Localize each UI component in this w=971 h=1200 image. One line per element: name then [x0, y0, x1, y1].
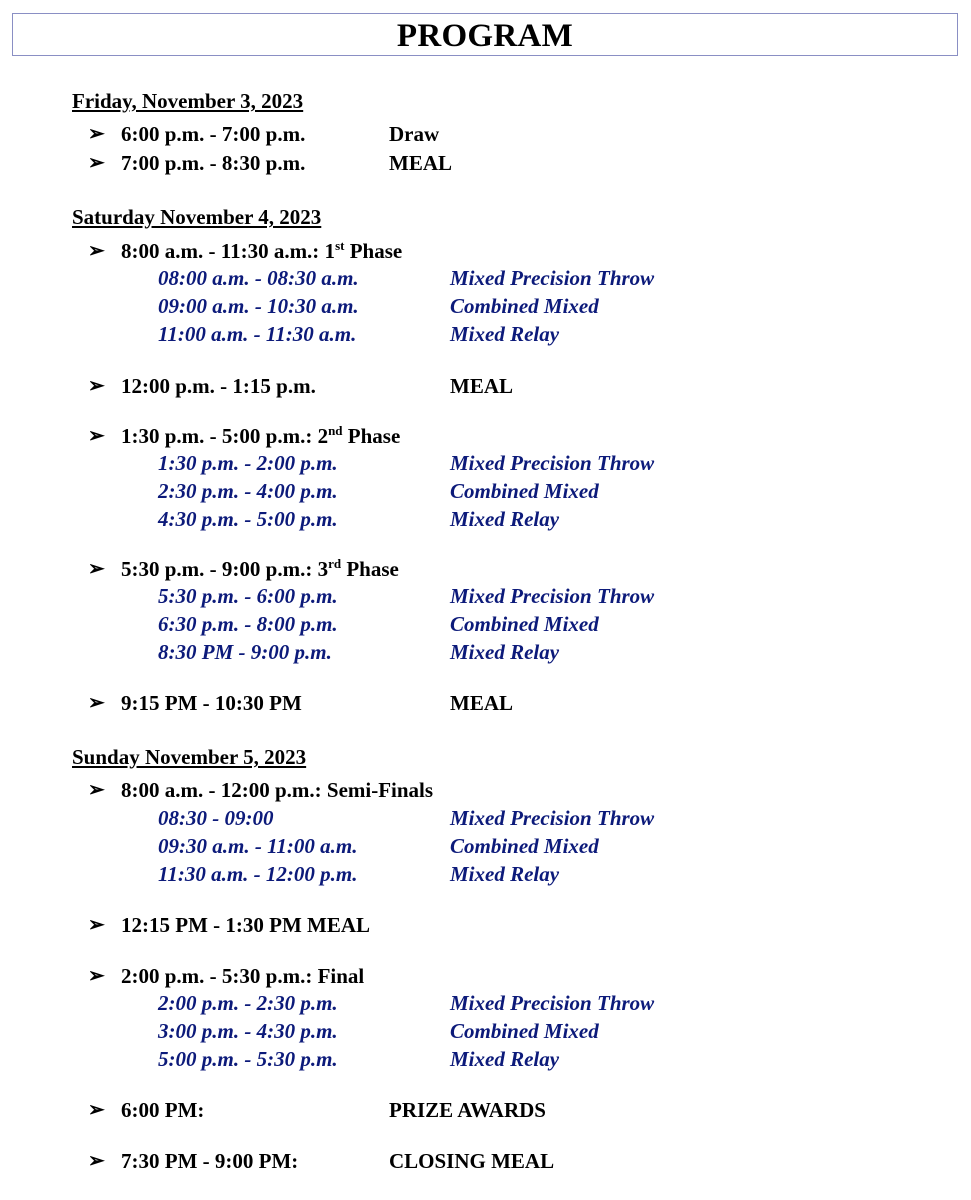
ordinal-suffix: nd: [328, 423, 343, 438]
sub-row-event: Mixed Precision Throw: [450, 991, 655, 1015]
sub-row-time: 2:00 p.m. - 2:30 p.m.: [158, 991, 338, 1015]
phase-heading: [121, 557, 399, 582]
sub-row-event: Mixed Relay: [450, 322, 560, 346]
phase-label: Phase: [344, 239, 403, 263]
sub-row-time: 6:30 p.m. - 8:00 p.m.: [158, 612, 338, 636]
sub-row-time: 09:00 a.m. - 10:30 a.m.: [158, 294, 359, 318]
schedule-item-time: 6:00 PM:: [121, 1098, 205, 1122]
schedule-item-label: PRIZE AWARDS: [389, 1098, 546, 1122]
bullet-icon: ➢: [88, 240, 105, 262]
sub-row-event: Mixed Precision Throw: [450, 451, 655, 475]
sub-row-time: 8:30 PM - 9:00 p.m.: [158, 640, 332, 664]
sub-row-time: 1:30 p.m. - 2:00 p.m.: [158, 451, 338, 475]
phase-time: 8:00 a.m. - 11:30 a.m.: 1: [121, 239, 336, 263]
phase-time: 5:30 p.m. - 9:00 p.m.: 3: [121, 557, 329, 581]
sub-row-event: Combined Mixed: [450, 612, 599, 636]
sub-row-event: Mixed Precision Throw: [450, 806, 655, 830]
sub-row-event: Combined Mixed: [450, 479, 599, 503]
schedule-item-text: 12:15 PM - 1:30 PM MEAL: [121, 913, 371, 937]
bullet-icon: ➢: [88, 558, 105, 580]
schedule-item-label: Draw: [389, 122, 440, 146]
schedule-item-label: CLOSING MEAL: [389, 1149, 555, 1173]
sub-row-event: Mixed Relay: [450, 1047, 560, 1071]
bullet-icon: ➢: [88, 692, 105, 714]
sub-row-time: 09:30 a.m. - 11:00 a.m.: [158, 834, 358, 858]
bullet-icon: ➢: [88, 1150, 105, 1172]
sub-row-time: 5:30 p.m. - 6:00 p.m.: [158, 584, 338, 608]
phase-time: 1:30 p.m. - 5:00 p.m.: 2: [121, 424, 329, 448]
phase-label: Phase: [341, 557, 399, 581]
bullet-icon: ➢: [88, 779, 105, 801]
sub-row-time: 2:30 p.m. - 4:00 p.m.: [158, 479, 338, 503]
sub-row-event: Combined Mixed: [450, 294, 599, 318]
sub-row-time: 5:00 p.m. - 5:30 p.m.: [158, 1047, 338, 1071]
schedule-item-label: MEAL: [389, 151, 452, 175]
schedule-item-time: 6:00 p.m. - 7:00 p.m.: [121, 122, 306, 146]
day-heading-saturday: Saturday November 4, 2023: [72, 205, 322, 229]
sub-row-event: Combined Mixed: [450, 834, 599, 858]
schedule-item-time: 7:30 PM - 9:00 PM:: [121, 1149, 299, 1173]
bullet-icon: ➢: [88, 914, 105, 936]
sub-row-time: 4:30 p.m. - 5:00 p.m.: [158, 507, 338, 531]
bullet-icon: ➢: [88, 123, 105, 145]
sub-row-event: Mixed Relay: [450, 640, 560, 664]
sub-row-time: 08:00 a.m. - 08:30 a.m.: [158, 266, 359, 290]
sub-row-time: 11:30 a.m. - 12:00 p.m.: [158, 862, 358, 886]
phase-label: Phase: [342, 424, 401, 448]
ordinal-suffix: st: [335, 238, 345, 253]
program-title-box: [12, 13, 958, 56]
sub-row-event: Mixed Relay: [450, 507, 560, 531]
phase-heading: [121, 239, 402, 264]
schedule-item-time: 12:00 p.m. - 1:15 p.m.: [121, 374, 316, 398]
sub-row-event: Mixed Precision Throw: [450, 266, 655, 290]
schedule-item-time: 7:00 p.m. - 8:30 p.m.: [121, 151, 306, 175]
phase-heading: [121, 424, 400, 449]
schedule-item-time: 9:15 PM - 10:30 PM: [121, 691, 302, 715]
phase-heading: 8:00 a.m. - 12:00 p.m.: Semi-Finals: [121, 778, 434, 802]
sub-row-time: 08:30 - 09:00: [158, 806, 274, 830]
page-title: PROGRAM: [396, 17, 574, 54]
sub-row-event: Combined Mixed: [450, 1019, 599, 1043]
sub-row-event: Mixed Precision Throw: [450, 584, 655, 608]
sub-row-event: Mixed Relay: [450, 862, 560, 886]
bullet-icon: ➢: [88, 375, 105, 397]
schedule-item-label: MEAL: [450, 374, 513, 398]
bullet-icon: ➢: [88, 425, 105, 447]
day-heading-friday: Friday, November 3, 2023: [72, 89, 304, 113]
sub-row-time: 3:00 p.m. - 4:30 p.m.: [158, 1019, 338, 1043]
day-heading-sunday: Sunday November 5, 2023: [72, 745, 307, 769]
bullet-icon: ➢: [88, 1099, 105, 1121]
sub-row-time: 11:00 a.m. - 11:30 a.m.: [158, 322, 357, 346]
bullet-icon: ➢: [88, 965, 105, 987]
ordinal-suffix: rd: [328, 556, 342, 571]
schedule-item-label: MEAL: [450, 691, 513, 715]
phase-heading: 2:00 p.m. - 5:30 p.m.: Final: [121, 964, 365, 988]
bullet-icon: ➢: [88, 152, 105, 174]
